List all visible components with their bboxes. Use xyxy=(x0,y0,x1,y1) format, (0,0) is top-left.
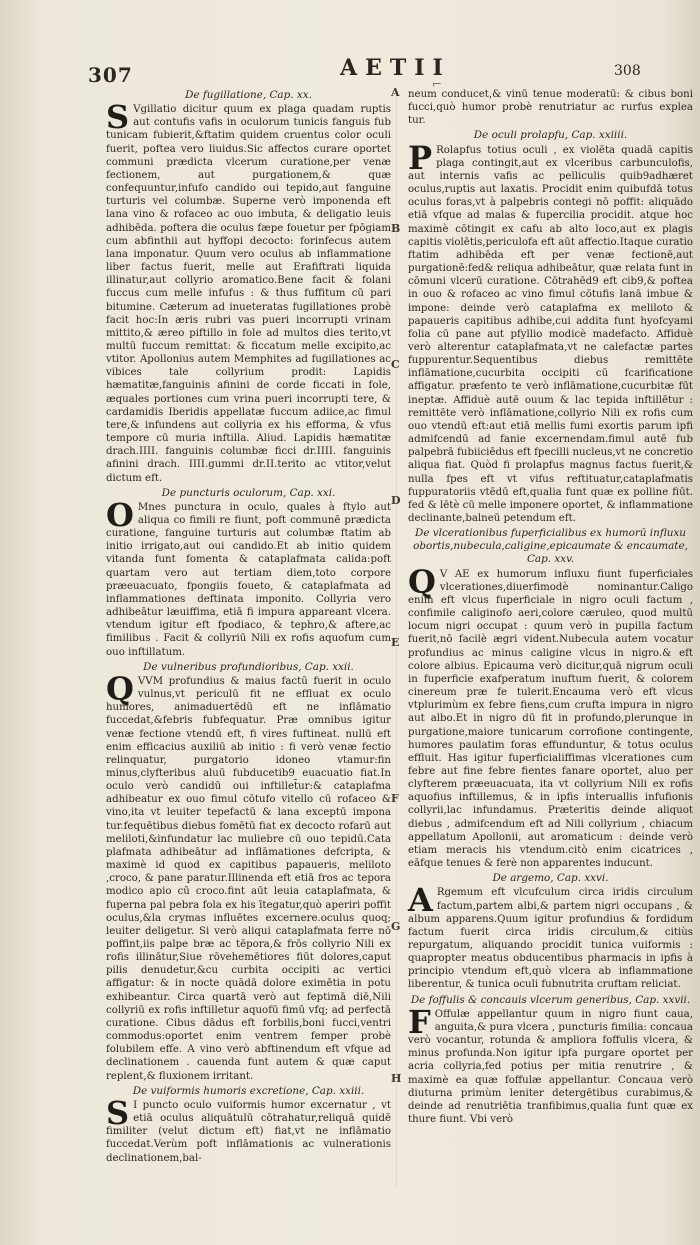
margin-letter: H xyxy=(391,1072,402,1085)
paragraph-text: Rgemum eft vlcufculum circa iridis circulum factum,partem albi,& partem nigri occupans , & album apparens.Quum igitur profundius & fordidum factum fuerit circa iridis circulum,& citiùs repurgatum, aliquando procidit tunica vuiformis : quapropter meatus obducentibus pharmacis in ipfis à principio vtendum eft,quò vlcera ab inflammatione liberentur, & tunica oculi fubnutrita cruftam reliciat. xyxy=(408,887,693,991)
drop-cap: P xyxy=(408,138,433,177)
paragraph xyxy=(408,1002,693,1126)
running-title: AETII xyxy=(340,55,451,81)
paragraph-text: I puncto oculo vuiformis humor excernatur , vt etiā oculus aliquātulū cōtrahatur,reliquā quidē fimiliter (velut dictum eft) fiat,vt ne inflāmatio fuccedat.Verùm poft inflāmationis ac vulnerationis declinationem,bal- xyxy=(106,1099,391,1164)
chapter-heading: De puncturis oculorum, Cap. xxi. xyxy=(161,486,336,499)
chapter-heading: De oculi prolapfu, Cap. xxiiii. xyxy=(473,129,628,142)
margin-letter: C xyxy=(391,358,400,371)
paragraph xyxy=(408,562,693,871)
drop-cap: Q xyxy=(408,562,436,601)
chapter-heading: De vulneribus profundioribus, Cap. xxii. xyxy=(143,660,354,673)
drop-cap: S xyxy=(106,98,130,137)
paragraph xyxy=(408,88,693,127)
paragraph-text: Vgillatio dicitur quum ex plaga quadam ruptis aut contufis vafis in oculorum tunicis fanguis fub tunicam fubierit,&ftatim quidem cruentus color oculi fuerit, poftea vero liuidus.Sic affectos curare oportet communi prædicta vlcerum curatione,per venæ fectionem, aut purgationem,& quæ confequuntur,infufo candido oui tepido,aut fanguine turturis vel columbæ. Superne verò imponenda eft lana vino & rofaceo ac ouo imbuta, & deligatio leuis adhibēda. poftera die oculus fæpe fouetur per fpōgiam cum abfinthii aut hyffopi decocto: forinfecus autem lana imponatur. Quum vero oculus ab inflammatione liber factus fuerit, melle aut Erafiftrati liquida illinatur,aut collyrio aromatico.Bene facit & folani fuccus cum melle infufus : & thus fuffitum cū pari bitumine. Cæterum ad inueteratas fugillationes probè facit hoc:In æris rubri vas pueri incorrupti vrinam mittito,& æreo piftillo in fole ad multos dies terito,vt multū fuccum remittat: & ficcatum melle excipito,ac vtitor. Apollonius autem Memphites ad fugillationes ac vibices tale collyrium prodit: Lapidis hæmatitæ,fanguinis afinini de corde ficcati in fole, æquales portiones cum vrina pueri incorrupti tere, & cardamidis Iberidis appellatæ fuccum adiice,ac fimul tere,& infundens aut collyria ex his efforma, & vfus tempore cū muria inftilla. Aliud. Lapidis hæmatitæ drach.IIII. fanguinis columbæ ficci dr.IIII. fanguinis afinini drach. IIII.gummi dr.II.terito ac vtitor,velut dictum eft. xyxy=(106,104,391,484)
paragraph xyxy=(106,669,391,1083)
margin-letter: D xyxy=(391,494,401,507)
chapter-heading: De vlcerationibus fuperficialibus ex humorū influxu obortis,nubecula,caligine,epicaumate & encaumate, Cap. xxv. xyxy=(413,527,688,566)
paragraph-text: VVM profundius & maius factū fuerit in oculo vulnus,vt periculū fit ne effluat ex oculo humores, animaduertēdū eft ne inflāmatio fuccedat,&febris fubfequatur. Præ omnibus igitur venæ fectione vtendū eft, fi vires fuftineat. nullū eft enim efficacius auxiliū ab initio : fi verò venæ fectio relinquatur, purgatorio idoneo vtamur:fin minus,clyfteribus aluū fubducetib9 euacuatio fiat.In oculo verò candidū oui inftillet̄ur:& cataplafma adhibeatur ex ouo fimul cōtufo vitello cū rofaceo & vino,ita vt leuiter tepefactū & lana exceptū impona tur.fequētibus diebus fomētū fiat ex decocto rofarū aut meliloti,&infundatur lac muliebre cū ouo tepidū.Cata plafmata adhibeātur ad inflāmationes defcripta, & maximè id quod ex capitibus papaueris, meliloto ,croco, & pane paratur.Illinenda eft etiā fros ac tepora modico apio cū croco.fint aūt leuia cataplafmata, & fuperna pal pebra fola ex his ītegatur,quò aperiri poffit oculus,&la crymas influētes excernere.oculus quoq; leuiter deligetur. Si verò aliqui cataplafmata ferre nō poffint,iis palpe bræ ac tēpora,& frōs collyrio Nili ex rofis illinātur,Siue rōvehemētiores fiūt dolores,caput pilis denudetur,&cu curbita occipiti ac vertici affigatur: & in nocte quādā dolore eximētia in potu exhibeantur. Circa quartā verò aut feptimā diē,Nili collyriū ex rofis inftilletur aquofū fimū vfq; ad perfectā curatione. Cibus dādus eft forbilis,boni fucci,ventri commodus:oportet enim ventrem femper probè folubilem effe. A vino verò abftinendum eft vfque ad declinationem . cauenda funt autem & quæ caput replent,& fluxionem irritant. xyxy=(106,675,391,1082)
drop-cap: S xyxy=(106,1093,130,1132)
paragraph-text: V AE ex humorum influxu fiunt fuperficiales vlcerationes,diuerfimodè nominantur.Caligo enim eft vlcus fuperficiale in nigro oculi factum , confimile caliginofo aeri,colore cæruleo, quod multū locum nigri occupat : quum verò in pupilla factum fuerit,nō facilè ægri vident.Nubecula autem vocatur profundius ac minus caligine vlcus in nigro.& eft colore albius. Epicauma verò dicitur,quā nigrum oculi in fuperficie exafperatum inuftum fuerit, & colorem cinereum præ fe tulerit.Encauma verò eft vlcus vtplurimùm ex febre fiens,cum crufta impura in nigro aut albo.Et in nigro dū fit in profundo,plerunque in purgatione,maiore tunicarum corrofione contingente, humores paulatim foras effunduntur, & totus oculus effluit. Has igitur fuperficialiffimas vlcerationes cum febre aut fine febre fientes fanare oportet, aluo per clyfterem præeuacuata, ita vt collyrium Nili ex rofis aquofius inftillemus, & in ipfis interuallis infufionis collyrii,lac infundamus. Præteritis deinde aliquot diebus , admifcendum eft ad Nili collyrium , chiacum appellatum Apollonii, aut aromaticum : deinde verò etiam meracis his vtendum.citò enim cicatrices , eāfque tenues & ferè non apparentes inducunt. xyxy=(408,568,693,870)
paragraph xyxy=(408,881,693,991)
paragraph-text: Offulæ appellantur quum in nigro fiunt caua, anguita,& pura vlcera , puncturis fimilia: concaua verò vocantur, rotunda & ampliora foffulis vlcera, & minus profunda.Non igitur ipfa purgare oportet per acria collyria,fed potius per mitia renutrire , & maximè ea quæ foffulæ appellantur. Concaua verò diuturna primùm leniter detergētibus curabimus,& deinde ad renutriētia tranfibimus,qualia funt quæ ex thure fiunt. Vbi verò xyxy=(408,1008,693,1126)
drop-cap: A xyxy=(408,881,433,920)
chapter-heading: De foffulis & concauis vlcerum generibus, Cap. xxvii. xyxy=(410,993,691,1006)
paragraph xyxy=(106,1093,391,1165)
paragraph-text: neum conducet,& vinū tenue moderatū: & cibus boni fucci,quò humor probè renutriatur ac rurfus explea tur. xyxy=(408,89,693,127)
margin-letter: F xyxy=(391,792,399,805)
chapter-heading: De vuiformis humoris excretione, Cap. xxiii. xyxy=(132,1084,365,1097)
margin-letter: A xyxy=(391,86,400,99)
running-head xyxy=(0,55,700,89)
margin-letter: G xyxy=(391,920,401,933)
drop-cap: Q xyxy=(106,669,134,708)
paragraph-text: Mnes punctura in oculo, quales à ftylo aut aliqua co fimili re fiunt, poft communē prædicta curatione, fanguine turturis aut columbæ ftatim ab initio irrigato,aut oui candido.Et ab initio quidem vitanda funt fomenta & cataplafmata calida:poft quartam vero aut tertiam diem,toto corpore præeuacuato, fpongiis foueto, & cataplafmata ad inflammationes deftinata imponito. Collyria vero adhibeātur læuiffima, etiā fi impura appareant vlcera. vtendum igitur eft fpodiaco, & tephro,& aftere,ac fimilibus . Facit & collyriū Nili ex rofis aquofum cum ouo inftillatum. xyxy=(106,501,391,658)
paragraph-text: Rolapfus totius oculi , ex violēta quadā capitis plaga contingit,aut ex vlceribus carbunculofis, aut internis vafis ac pelliculis quib9adhæret oculus,ruptis aut laxatis. Procidit enim quibufdā totus oculus foras,vt à palpebris contegi nō poffit: aliquādo etiā vfque ad malas & fupercilia procidit. atque hoc maximè cōtingit ex cafu ab alto loco,aut ex plagis capitis violētis,periculofa eft aūt affectio.Itaque curatio ftatim adhibēda eft per venæ fectionē,aut purgationē:fed& reliqua adhibeātur, quæ relata funt in cōmuni vlcerū curatione. Cōtrahēd9 eft cib9,& poftea in ouo & rofaceo ac vino fimul cōtufis lanā imbue & impone: deinde verò cataplafma ex meliloto & papaueris capitibus adhibe,cui addita funt hyofcyami folia cū pane aut pfyllio modicè madefacto. Affiduè verò alterentur cataplafmata,vt ne calefactæ partes fuppurentur.Sequentibus diebus remittēte inflāmatione,cucurbita occipiti cū fcarificatione affigatur. præfento te verò inflāmatione,cucurbitæ fūt ineptæ. Affiduè autē ouum & lac tepida inftillētur : remittēte verò inflāmatione,collyrio Nili ex rofis cum ouo vtendū eft:aut etiā mellis fumi exortis parum ipfi admifcendū ad fanie excernendam.fimul autē fub palpebrā fubiiciēdus eft fpecilli nucleus,vt ne concretio aliqua fiat. Quòd fi prolapfus magnus factus fuerit,& nulla fpes eft vt vifus reftituatur,cataplafmatis fuppuratoriis vtēdū eft,qualia funt quæ ex polline fiūt. fed & lētè cū melle imponere oportet, & inflammatione declinante,balneū petendum eft. xyxy=(408,144,693,524)
page-number-right: 308 xyxy=(614,63,641,79)
drop-cap: F xyxy=(408,1002,431,1041)
pin-mark: ⌐ xyxy=(432,77,443,91)
text-column-left xyxy=(106,88,391,1167)
text-column-right xyxy=(408,88,693,1128)
margin-letter: B xyxy=(391,222,401,235)
margin-letter: E xyxy=(391,636,400,649)
chapter-heading: De fugillatione, Cap. xx. xyxy=(185,89,312,101)
chapter-heading: De argemo, Cap. xxvi. xyxy=(492,872,609,885)
page-number-left: 307 xyxy=(88,63,133,87)
drop-cap: O xyxy=(106,495,134,534)
paragraph xyxy=(106,495,391,659)
paragraph xyxy=(106,98,391,485)
paragraph xyxy=(408,138,693,526)
